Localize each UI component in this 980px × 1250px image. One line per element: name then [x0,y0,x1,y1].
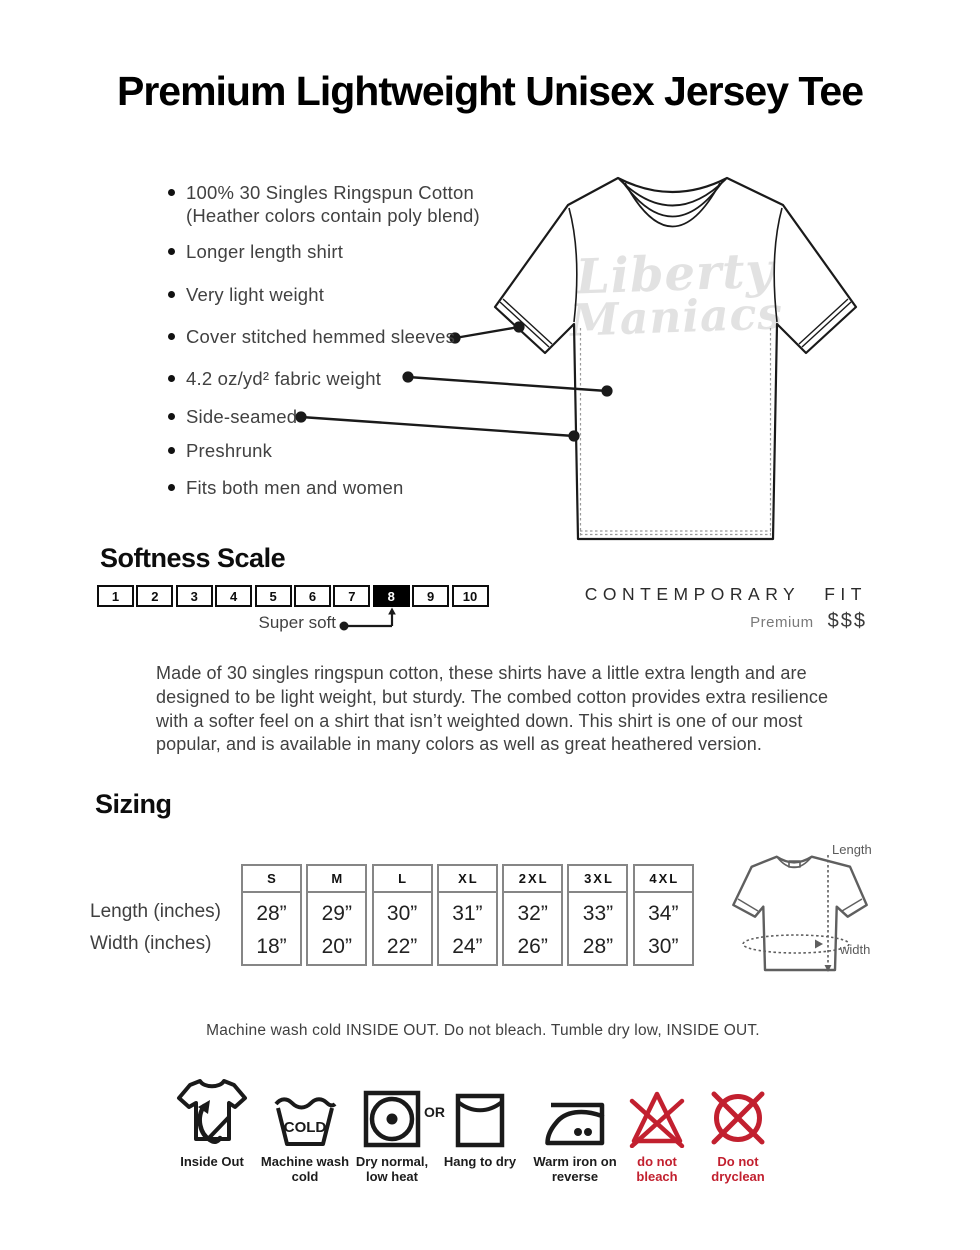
scale-level: 10 [452,585,489,607]
scale-level: 4 [215,585,252,607]
size-column [502,864,563,966]
warm-iron-icon [545,1102,605,1148]
sizing-heading: Sizing [95,789,172,819]
feature-item [168,476,506,499]
care-label: Inside Out [180,1154,244,1169]
product-description: Made of 30 singles ringspun cotton, these shirts have a little extra length and are designed to be light weight, but sturdy. The combed cotton provides extra resilience with a softer feel on a shirt that isn’t weighted down. This shirt is one of our most popular, and is available in many colors as well as great heathered version. [156,663,829,755]
care-item-tumble-dry-low [347,1076,437,1184]
size-header: 2XL [504,866,561,893]
page-title: Premium Lightweight Unisex Jersey Tee [116,68,864,114]
length-value: 31” [452,902,483,925]
size-column [372,864,433,966]
feature-text: (Heather colors contain poly blend) [186,205,480,226]
size-table [241,864,694,966]
or-label: OR [424,1104,445,1120]
fit-label: CONTEMPORARY FIT [584,584,867,604]
care-item-do-not-bleach [620,1076,694,1184]
feature-item [168,367,506,390]
scale-level: 2 [136,585,173,607]
feature-text: Preshrunk [186,440,273,461]
care-label: Warm iron on reverse [533,1154,617,1184]
hero-section [0,160,980,580]
size-header: L [374,866,431,893]
fit-price: $$$ [827,610,867,632]
scale-level-active: 8 [373,585,410,607]
care-label: Do not dryclean [711,1154,765,1184]
fit-block [585,584,867,633]
care-item-warm-iron [530,1076,620,1184]
feature-text: Fits both men and women [186,477,404,498]
feature-text: Longer length shirt [186,241,344,262]
length-value: 29” [321,902,352,925]
cold-text: COLD [283,1119,327,1136]
feature-item [168,439,506,462]
size-header: S [243,866,300,893]
tumble-dry-low-icon [363,1090,421,1148]
size-column [241,864,302,966]
length-value: 32” [517,902,548,925]
machine-wash-cold-icon [273,1096,337,1148]
width-value: 22” [386,935,418,958]
feature-text: 100% 30 Singles Ringspun Cotton [186,182,474,203]
care-label: Hang to dry [443,1154,517,1169]
size-column [633,864,694,966]
watermark-text-1: Liberty [574,242,776,306]
width-value: 18” [256,935,287,958]
size-column [437,864,498,966]
feature-text: 4.2 oz/yd² fabric weight [186,368,382,389]
care-label: Machine wash cold [260,1154,350,1184]
length-value: 30” [386,902,418,925]
scale-level: 7 [333,585,370,607]
scale-level: 1 [97,585,134,607]
width-value: 24” [452,935,483,958]
width-value: 26” [517,935,548,958]
length-value: 28” [256,902,287,925]
watermark-text-2: Maniacs [569,288,784,347]
tshirt-stitching [580,328,771,536]
scale-level: 6 [294,585,331,607]
measurement-diagram [718,838,882,980]
width-label: width [840,942,871,957]
feature-item [168,181,506,227]
care-label: Dry normal, low heat [355,1154,429,1184]
size-header: M [308,866,365,893]
fit-tier: Premium [750,614,814,631]
care-item-machine-wash-cold [260,1076,350,1184]
supersoft-label: Super soft [258,613,336,632]
hang-to-dry-icon [455,1093,505,1148]
do-not-dryclean-icon [708,1088,768,1148]
care-label: do not bleach [636,1154,678,1184]
softness-scale [97,585,489,607]
feature-item [168,405,506,428]
width-row-label: Width (inches) [90,933,212,954]
length-value: 33” [582,902,614,925]
size-column [567,864,628,966]
length-value: 34” [648,902,679,925]
care-instructions-text: Machine wash cold INSIDE OUT. Do not bleach. Tumble dry low, INSIDE OUT. [206,1022,760,1039]
feature-text: Cover stitched hemmed sleeves [186,326,456,347]
care-item-do-not-dryclean [701,1076,775,1184]
size-header: XL [439,866,496,893]
feature-item [168,240,506,263]
feature-text: Very light weight [186,284,325,305]
length-label: Length [832,842,872,857]
width-value: 20” [321,935,352,958]
size-header: 3XL [569,866,626,893]
feature-item [168,283,506,306]
scale-level: 5 [255,585,292,607]
scale-level: 3 [176,585,213,607]
do-not-bleach-icon [629,1088,685,1148]
feature-item [168,325,506,348]
softness-heading: Softness Scale [100,543,286,573]
tshirt-outline [495,178,856,539]
size-column [306,864,367,966]
width-value: 30” [648,935,679,958]
supersoft-pointer [338,606,400,632]
width-value: 28” [582,935,614,958]
care-item-inside-out [167,1076,257,1169]
size-header: 4XL [635,866,692,893]
feature-text: Side-seamed [186,406,298,427]
scale-level: 9 [412,585,449,607]
inside-out-icon [176,1076,248,1148]
care-item-hang-to-dry [435,1076,525,1169]
width-arrowhead [815,940,823,949]
length-row-label: Length (inches) [90,901,221,922]
